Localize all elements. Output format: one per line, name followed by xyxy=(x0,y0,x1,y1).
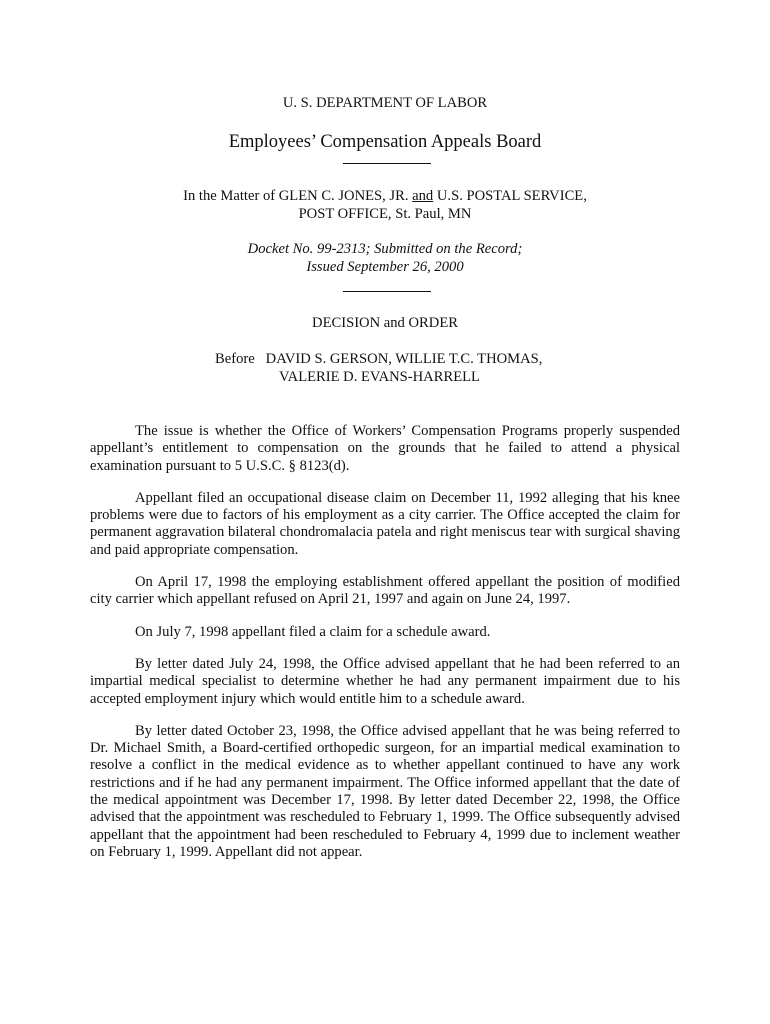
panel-line-2: VALERIE D. EVANS-HARRELL xyxy=(279,369,480,385)
panel-line-1: DAVID S. GERSON, WILLIE T.C. THOMAS, xyxy=(265,351,543,367)
before-label: Before xyxy=(215,351,255,367)
paragraph-claim: Appellant filed an occupational disease claim on December 11, 1992 alleging that his knee problems were due to factors of his employment as a city carrier. The Office accepted the claim for permanent aggravation bilateral chondromalacia patela and right meniscus tear with surgical shaving and paid appropriate compensation. xyxy=(90,489,680,558)
docket-number: Docket No. 99-2313; Submitted on the Record; xyxy=(247,241,523,257)
decision-title: DECISION and ORDER xyxy=(312,315,458,331)
docket-info xyxy=(0,240,770,276)
matter-caption xyxy=(0,187,770,223)
matter-prefix: In the Matter of GLEN C. JONES, JR. xyxy=(183,188,409,204)
decision-body xyxy=(90,423,680,876)
matter-suffix: U.S. POSTAL SERVICE, xyxy=(436,188,587,204)
docket-divider xyxy=(343,291,431,292)
docket-issued: Issued September 26, 2000 xyxy=(306,259,464,275)
paragraph-referral: By letter dated July 24, 1998, the Office advised appellant that he had been referred to an impartial medical specialist to determine whether he had any permanent impairment due to his accepted employment injury which would entitle him to a schedule award. xyxy=(90,655,680,707)
paragraph-offer: On April 17, 1998 the employing establishment offered appellant the position of modified city carrier which appellant refused on April 21, 1997 and again on June 24, 1997. xyxy=(90,574,680,608)
department-heading: U. S. DEPARTMENT OF LABOR xyxy=(282,95,488,111)
title-divider xyxy=(343,163,431,164)
matter-and: and xyxy=(412,188,434,204)
paragraph-appointment: By letter dated October 23, 1998, the Office advised appellant that he was being referred to Dr. Michael Smith, a Board-certified orthopedic surgeon, for an impartial medical examination to resolve a conflict in the medical evidence as to whether appellant continued to have any work restrictions and if he had any permanent impairment. The Office informed appellant that the date of the medical appointment was December 17, 1998. By letter dated December 22, 1998, the Office advised that the appointment was rescheduled to February 1, 1999. The Office subsequently advised appellant that the appointment had been rescheduled to February 4, 1999 due to inclement weather on February 1, 1999. Appellant did not appear. xyxy=(90,722,680,860)
paragraph-issue: The issue is whether the Office of Workers’ Compensation Programs properly suspended appellant’s entitlement to compensation on the grounds that he failed to attend a physical examination pursuant to 5 U.S.C. § 8123(d). xyxy=(90,423,680,474)
board-title: Employees’ Compensation Appeals Board xyxy=(228,132,542,152)
paragraph-schedule-claim: On July 7, 1998 appellant filed a claim for a schedule award. xyxy=(135,623,491,640)
matter-location: POST OFFICE, St. Paul, MN xyxy=(298,206,472,222)
